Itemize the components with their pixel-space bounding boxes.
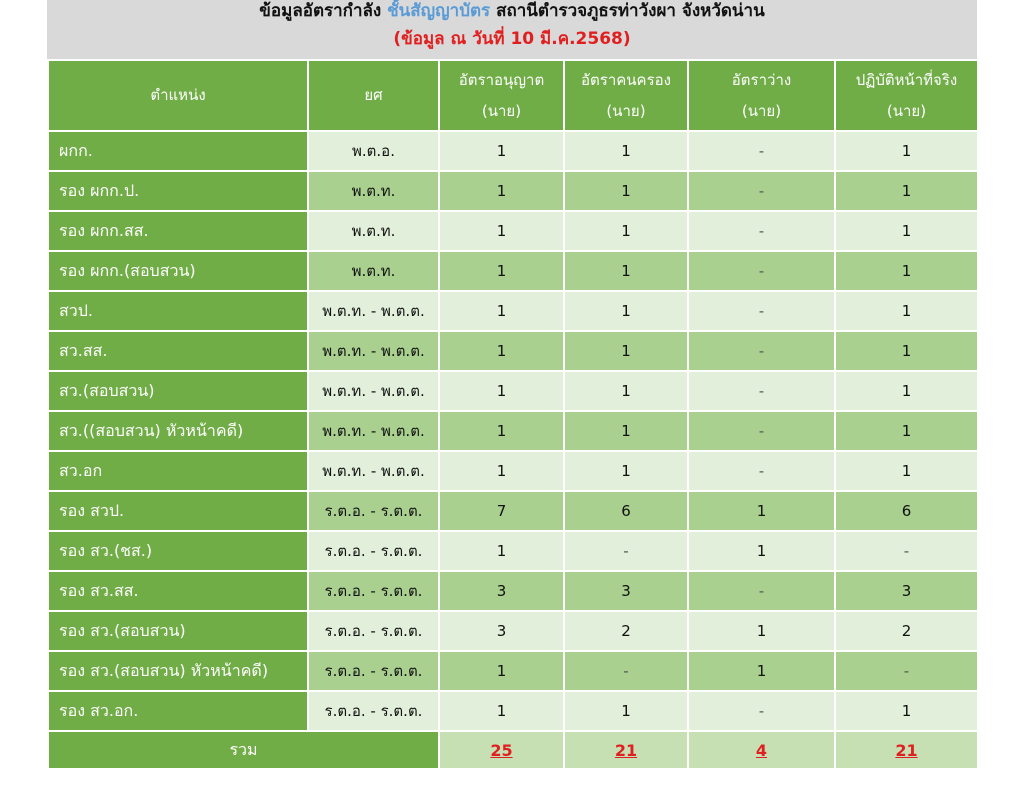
- position-cell: รอง สว.(ชส.): [48, 531, 308, 571]
- header-occupied: อัตราคนครอง (นาย): [564, 60, 688, 131]
- vacant-cell: 1: [688, 491, 835, 531]
- actual-cell: 1: [835, 211, 978, 251]
- authorized-cell: 1: [439, 291, 564, 331]
- position-cell: รอง สวป.: [48, 491, 308, 531]
- authorized-cell: 3: [439, 571, 564, 611]
- authorized-cell: 3: [439, 611, 564, 651]
- header-vacant: อัตราว่าง (นาย): [688, 60, 835, 131]
- occupied-cell: 1: [564, 451, 688, 491]
- rank-cell: พ.ต.อ.: [308, 131, 439, 171]
- position-cell: รอง สว.(สอบสวน) หัวหน้าคดี): [48, 651, 308, 691]
- vacant-cell: -: [688, 371, 835, 411]
- vacant-cell: 1: [688, 611, 835, 651]
- actual-cell: 1: [835, 451, 978, 491]
- title-suffix: สถานีตำรวจภูธรท่าวังผา จังหวัดน่าน: [490, 1, 765, 21]
- page-title: [47, 0, 977, 22]
- position-cell: สว.สส.: [48, 331, 308, 371]
- rank-cell: ร.ต.อ. - ร.ต.ต.: [308, 651, 439, 691]
- rank-cell: พ.ต.ท.: [308, 171, 439, 211]
- occupied-cell: 1: [564, 331, 688, 371]
- table-row: [48, 451, 978, 491]
- occupied-cell: -: [564, 651, 688, 691]
- position-cell: รอง ผกก.สส.: [48, 211, 308, 251]
- staffing-report: [47, 0, 977, 770]
- table-row: [48, 251, 978, 291]
- authorized-cell: 1: [439, 531, 564, 571]
- vacant-cell: 1: [688, 531, 835, 571]
- vacant-cell: -: [688, 451, 835, 491]
- position-cell: รอง สว.อก.: [48, 691, 308, 731]
- table-row: [48, 531, 978, 571]
- occupied-cell: 1: [564, 211, 688, 251]
- actual-cell: -: [835, 651, 978, 691]
- position-cell: สวป.: [48, 291, 308, 331]
- occupied-cell: 6: [564, 491, 688, 531]
- staffing-table: [47, 59, 979, 770]
- total-vacant[interactable]: 4: [688, 731, 835, 769]
- occupied-cell: 1: [564, 251, 688, 291]
- page-subtitle: (ข้อมูล ณ วันที่ 10 มี.ค.2568): [393, 29, 631, 49]
- occupied-cell: 1: [564, 411, 688, 451]
- header-authorized: อัตราอนุญาต (นาย): [439, 60, 564, 131]
- authorized-cell: 1: [439, 451, 564, 491]
- actual-cell: 2: [835, 611, 978, 651]
- actual-cell: 1: [835, 331, 978, 371]
- title-prefix: ข้อมูลอัตรากำลัง: [259, 1, 388, 21]
- position-cell: สว.(สอบสวน): [48, 371, 308, 411]
- actual-cell: 1: [835, 171, 978, 211]
- actual-cell: 3: [835, 571, 978, 611]
- rank-cell: ร.ต.อ. - ร.ต.ต.: [308, 491, 439, 531]
- title-highlight: ชั้นสัญญาบัตร: [387, 1, 491, 21]
- rank-cell: พ.ต.ท.: [308, 251, 439, 291]
- table-row: [48, 131, 978, 171]
- actual-cell: -: [835, 531, 978, 571]
- total-actual[interactable]: 21: [835, 731, 978, 769]
- position-cell: รอง ผกก.ป.: [48, 171, 308, 211]
- occupied-cell: 2: [564, 611, 688, 651]
- table-row: [48, 171, 978, 211]
- vacant-cell: -: [688, 211, 835, 251]
- authorized-cell: 1: [439, 251, 564, 291]
- vacant-cell: 1: [688, 651, 835, 691]
- table-row: [48, 691, 978, 731]
- authorized-cell: 1: [439, 331, 564, 371]
- authorized-cell: 1: [439, 371, 564, 411]
- rank-cell: พ.ต.ท. - พ.ต.ต.: [308, 331, 439, 371]
- actual-cell: 1: [835, 371, 978, 411]
- table-row: [48, 571, 978, 611]
- rank-cell: ร.ต.อ. - ร.ต.ต.: [308, 611, 439, 651]
- total-row: [48, 731, 978, 769]
- total-label: รวม: [48, 731, 439, 769]
- vacant-cell: -: [688, 411, 835, 451]
- authorized-cell: 7: [439, 491, 564, 531]
- rank-cell: พ.ต.ท. - พ.ต.ต.: [308, 291, 439, 331]
- rank-cell: พ.ต.ท. - พ.ต.ต.: [308, 411, 439, 451]
- occupied-cell: 1: [564, 291, 688, 331]
- vacant-cell: -: [688, 331, 835, 371]
- actual-cell: 6: [835, 491, 978, 531]
- vacant-cell: -: [688, 171, 835, 211]
- table-row: [48, 211, 978, 251]
- vacant-cell: -: [688, 571, 835, 611]
- actual-cell: 1: [835, 291, 978, 331]
- header-position: ตำแหน่ง: [48, 60, 308, 131]
- vacant-cell: -: [688, 691, 835, 731]
- header-rank: ยศ: [308, 60, 439, 131]
- table-row: [48, 291, 978, 331]
- position-cell: รอง สว.(สอบสวน): [48, 611, 308, 651]
- vacant-cell: -: [688, 251, 835, 291]
- vacant-cell: -: [688, 131, 835, 171]
- actual-cell: 1: [835, 691, 978, 731]
- rank-cell: พ.ต.ท. - พ.ต.ต.: [308, 371, 439, 411]
- title-bar: [47, 0, 977, 59]
- header-row: [48, 60, 978, 131]
- table-row: [48, 611, 978, 651]
- table-row: [48, 651, 978, 691]
- occupied-cell: 1: [564, 691, 688, 731]
- actual-cell: 1: [835, 131, 978, 171]
- actual-cell: 1: [835, 251, 978, 291]
- actual-cell: 1: [835, 411, 978, 451]
- position-cell: สว.อก: [48, 451, 308, 491]
- authorized-cell: 1: [439, 131, 564, 171]
- occupied-cell: -: [564, 531, 688, 571]
- authorized-cell: 1: [439, 411, 564, 451]
- total-authorized[interactable]: 25: [439, 731, 564, 769]
- authorized-cell: 1: [439, 171, 564, 211]
- position-cell: ผกก.: [48, 131, 308, 171]
- occupied-cell: 3: [564, 571, 688, 611]
- table-row: [48, 371, 978, 411]
- rank-cell: ร.ต.อ. - ร.ต.ต.: [308, 691, 439, 731]
- position-cell: รอง ผกก.(สอบสวน): [48, 251, 308, 291]
- rank-cell: ร.ต.อ. - ร.ต.ต.: [308, 531, 439, 571]
- occupied-cell: 1: [564, 131, 688, 171]
- position-cell: สว.((สอบสวน) หัวหน้าคดี): [48, 411, 308, 451]
- table-row: [48, 491, 978, 531]
- rank-cell: พ.ต.ท.: [308, 211, 439, 251]
- rank-cell: พ.ต.ท. - พ.ต.ต.: [308, 451, 439, 491]
- table-row: [48, 411, 978, 451]
- occupied-cell: 1: [564, 371, 688, 411]
- table-row: [48, 331, 978, 371]
- occupied-cell: 1: [564, 171, 688, 211]
- vacant-cell: -: [688, 291, 835, 331]
- authorized-cell: 1: [439, 691, 564, 731]
- authorized-cell: 1: [439, 211, 564, 251]
- position-cell: รอง สว.สส.: [48, 571, 308, 611]
- rank-cell: ร.ต.อ. - ร.ต.ต.: [308, 571, 439, 611]
- authorized-cell: 1: [439, 651, 564, 691]
- header-actual: ปฏิบัติหน้าที่จริง (นาย): [835, 60, 978, 131]
- total-occupied[interactable]: 21: [564, 731, 688, 769]
